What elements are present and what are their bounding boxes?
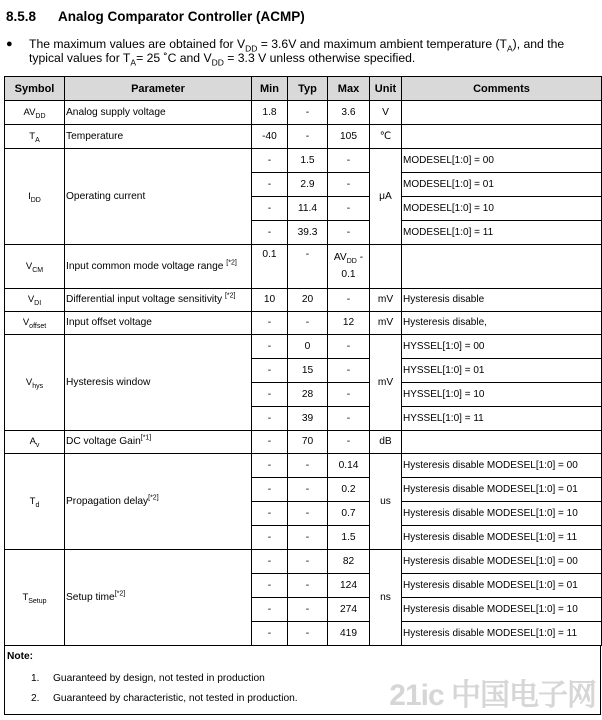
comment-cell: Hysteresis disable MODESEL[1:0] = 00: [402, 454, 602, 478]
typ-cell: -: [288, 550, 328, 574]
max-cell: -: [328, 289, 370, 312]
typ-cell: -: [288, 125, 328, 149]
table-row: [5, 335, 602, 359]
header-typ: Typ: [288, 77, 328, 101]
symbol-cell: $V_{CM}$: [5, 245, 65, 289]
unit-cell: ℃: [370, 125, 402, 149]
table-row: [5, 125, 602, 149]
comment-cell: MODESEL[1:0] = 01: [402, 173, 602, 197]
section-title: Analog Comparator Controller (ACMP): [58, 9, 305, 24]
parameter-cell: Differential input voltage sensitivity [*2]: [65, 289, 252, 312]
unit-cell: dB: [370, 431, 402, 454]
min-cell: -: [252, 454, 288, 478]
max-cell: -: [328, 173, 370, 197]
max-cell: -: [328, 359, 370, 383]
header-max: Max: [328, 77, 370, 101]
symbol-cell: $T_d$: [5, 454, 65, 550]
max-cell: 82: [328, 550, 370, 574]
typ-cell: 0: [288, 335, 328, 359]
header-unit: Unit: [370, 77, 402, 101]
table-row: [5, 454, 602, 478]
min-cell: -: [252, 312, 288, 335]
comment-cell: Hysteresis disable MODESEL[1:0] = 11: [402, 622, 602, 646]
acmp-spec-table: [4, 76, 602, 646]
symbol-cell: $AV_{DD}$: [5, 101, 65, 125]
min-cell: -40: [252, 125, 288, 149]
comment-cell: Hysteresis disable MODESEL[1:0] = 10: [402, 598, 602, 622]
max-cell: -: [328, 431, 370, 454]
typ-cell: 28: [288, 383, 328, 407]
unit-cell: us: [370, 454, 402, 550]
parameter-cell: Propagation delay[*2]: [65, 454, 252, 550]
comment-cell: Hysteresis disable: [402, 289, 602, 312]
min-cell: -: [252, 383, 288, 407]
table-row: [5, 101, 602, 125]
typ-cell: -: [288, 478, 328, 502]
section-heading: [6, 9, 305, 24]
comment-cell: Hysteresis disable MODESEL[1:0] = 01: [402, 478, 602, 502]
typ-cell: -: [288, 101, 328, 125]
min-cell: 0.1: [252, 245, 288, 289]
table-header-row: [5, 77, 602, 101]
min-cell: -: [252, 221, 288, 245]
min-cell: -: [252, 431, 288, 454]
max-cell: 105: [328, 125, 370, 149]
comment-cell: Hysteresis disable MODESEL[1:0] = 01: [402, 574, 602, 598]
min-cell: -: [252, 335, 288, 359]
typ-cell: -: [288, 622, 328, 646]
max-cell: 1.5: [328, 526, 370, 550]
header-parameter: Parameter: [65, 77, 252, 101]
watermark-logo: 21ic 中国电子网: [389, 679, 596, 712]
min-cell: -: [252, 407, 288, 431]
min-cell: -: [252, 149, 288, 173]
symbol-cell: $V_{DI}$: [5, 289, 65, 312]
max-cell: $AV_{DD}$ - 0.1: [328, 245, 370, 289]
table-row: [5, 289, 602, 312]
max-cell: 12: [328, 312, 370, 335]
typ-cell: -: [288, 454, 328, 478]
max-cell: 419: [328, 622, 370, 646]
typ-cell: 15: [288, 359, 328, 383]
comment-cell: [402, 101, 602, 125]
typ-cell: -: [288, 245, 328, 289]
max-cell: -: [328, 221, 370, 245]
typ-cell: 2.9: [288, 173, 328, 197]
comment-cell: MODESEL[1:0] = 11: [402, 221, 602, 245]
typ-cell: 39.3: [288, 221, 328, 245]
max-cell: 0.14: [328, 454, 370, 478]
unit-cell: [370, 245, 402, 289]
section-number: 8.5.8: [6, 9, 37, 24]
unit-cell: mV: [370, 312, 402, 335]
parameter-cell: Temperature: [65, 125, 252, 149]
notes-title: Note:: [7, 651, 34, 662]
comment-cell: Hysteresis disable MODESEL[1:0] = 00: [402, 550, 602, 574]
table-row: [5, 431, 602, 454]
min-cell: -: [252, 359, 288, 383]
comment-cell: MODESEL[1:0] = 00: [402, 149, 602, 173]
symbol-cell: $T_A$: [5, 125, 65, 149]
comment-cell: MODESEL[1:0] = 10: [402, 197, 602, 221]
unit-cell: μA: [370, 149, 402, 245]
parameter-cell: DC voltage Gain[*1]: [65, 431, 252, 454]
table-row: [5, 550, 602, 574]
min-cell: -: [252, 622, 288, 646]
min-cell: -: [252, 574, 288, 598]
comment-cell: HYSSEL[1:0] = 11: [402, 407, 602, 431]
min-cell: -: [252, 478, 288, 502]
min-cell: -: [252, 197, 288, 221]
min-cell: -: [252, 526, 288, 550]
parameter-cell: Analog supply voltage: [65, 101, 252, 125]
intro-text: The maximum values are obtained for $V_{DD} = 3.6V$ and maximum ambient temperature $(T_A)$, and the typical values for $T_A= 25$ ˚C and $V_{DD} = 3.3$ V unless otherwise specified.: [29, 37, 565, 68]
max-cell: 124: [328, 574, 370, 598]
max-cell: 3.6: [328, 101, 370, 125]
typ-cell: -: [288, 598, 328, 622]
comment-cell: HYSSEL[1:0] = 10: [402, 383, 602, 407]
unit-cell: mV: [370, 335, 402, 431]
header-comments: Comments: [402, 77, 602, 101]
typ-cell: 11.4: [288, 197, 328, 221]
typ-cell: -: [288, 312, 328, 335]
table-row: [5, 149, 602, 173]
comment-cell: Hysteresis disable MODESEL[1:0] = 10: [402, 502, 602, 526]
header-symbol: Symbol: [5, 77, 65, 101]
max-cell: -: [328, 383, 370, 407]
symbol-cell: $I_{DD}$: [5, 149, 65, 245]
symbol-cell: $V_{offset}$: [5, 312, 65, 335]
min-cell: 1.8: [252, 101, 288, 125]
parameter-cell: Operating current: [65, 149, 252, 245]
unit-cell: mV: [370, 289, 402, 312]
comment-cell: HYSSEL[1:0] = 00: [402, 335, 602, 359]
header-min: Min: [252, 77, 288, 101]
table-row: [5, 245, 602, 289]
comment-cell: [402, 431, 602, 454]
max-cell: 0.7: [328, 502, 370, 526]
min-cell: -: [252, 502, 288, 526]
comment-cell: HYSSEL[1:0] = 01: [402, 359, 602, 383]
max-cell: 274: [328, 598, 370, 622]
min-cell: -: [252, 550, 288, 574]
max-cell: -: [328, 335, 370, 359]
note-item: 2. Guaranteed by characteristic, not tested in production.: [31, 693, 298, 704]
unit-cell: ns: [370, 550, 402, 646]
comment-cell: [402, 245, 602, 289]
typ-cell: -: [288, 502, 328, 526]
comment-cell: Hysteresis disable,: [402, 312, 602, 335]
parameter-cell: Input offset voltage: [65, 312, 252, 335]
bullet-icon: ●: [6, 38, 13, 50]
typ-cell: 20: [288, 289, 328, 312]
typ-cell: -: [288, 574, 328, 598]
typ-cell: 39: [288, 407, 328, 431]
parameter-cell: Input common mode voltage range [*2]: [65, 245, 252, 289]
typ-cell: -: [288, 526, 328, 550]
min-cell: -: [252, 598, 288, 622]
symbol-cell: $A_v$: [5, 431, 65, 454]
max-cell: -: [328, 197, 370, 221]
max-cell: -: [328, 149, 370, 173]
note-item: 1. Guaranteed by design, not tested in production: [31, 673, 265, 684]
symbol-cell: $T_{Setup}$: [5, 550, 65, 646]
max-cell: -: [328, 407, 370, 431]
symbol-cell: $V_{hys}$: [5, 335, 65, 431]
typ-cell: 1.5: [288, 149, 328, 173]
comment-cell: [402, 125, 602, 149]
table-row: [5, 312, 602, 335]
typ-cell: 70: [288, 431, 328, 454]
unit-cell: V: [370, 101, 402, 125]
intro-paragraph: [6, 37, 600, 68]
parameter-cell: Hysteresis window: [65, 335, 252, 431]
parameter-cell: Setup time[*2]: [65, 550, 252, 646]
min-cell: 10: [252, 289, 288, 312]
min-cell: -: [252, 173, 288, 197]
comment-cell: Hysteresis disable MODESEL[1:0] = 11: [402, 526, 602, 550]
max-cell: 0.2: [328, 478, 370, 502]
